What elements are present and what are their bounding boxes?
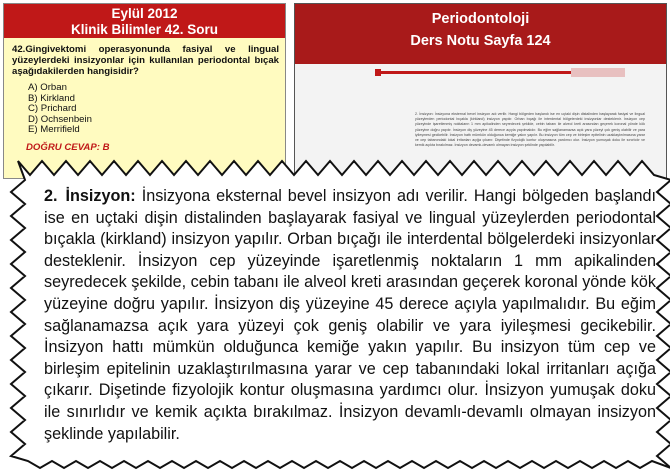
correct-answer: DOĞRU CEVAP: B	[26, 141, 110, 153]
option-b: B) Kirkland	[28, 92, 75, 104]
option-c: C) Prichard	[28, 103, 77, 114]
question-reference: Klinik Bilimler 42. Soru	[70, 22, 219, 37]
page-reference: Ders Notu Sayfa 124	[410, 33, 551, 49]
item-label: İnsizyon:	[65, 187, 136, 205]
option-d: D) Ochsenbein	[28, 113, 92, 125]
item-body: İnsizyona eksternal bevel insizyon adı verilir. Hangi bölgeden başlandı ise en uçtaki dişin distalinden başlayarak fasiyal ve lingual yüzeylerden periodontal bıçakla (kirkland) insizyon yapılır. Orban bıçağı ile interdental bölgelerdeki insizyonlar desteklenir. İnsizyon cep yüzeyinde işaretlenmiş noktaların 1 mm apikalinden seyredecek şekilde, cebin tabanı ile alveol kreti arasından geçerek koronal yönde kök yüzeyine doğru yapılır. İnsizyon diş yüzeyine 45 derece açıyla yapılmalıdır. Bu eğim sağlanamazsa açık yara yüzeyi çok geniş olabilir ve yara iyileşmesi gecikebilir. İnsizyon hattı mümkün olduğunca kemiğe yakın yapılır. Bu insizyon tüm cep ve birleşim epitelinin uzaklaştırılmasına yarar ve cep tabanındaki lokal irritanları açığa çıkarır. Dişetinde fizyolojik kontur oluşmasına yardımcı olur. İnsizyon yumuşak doku ile sınırlıdır ve kemik açıkta bırakılmaz. İnsizyon devamlı-devamlı olmayan insizyon şeklinde yapılabilir.	[44, 187, 656, 443]
note-page-thumbnail-text: 2. İnsizyon: İnsizyona eksternal bevel insizyon adı verilir. Hangi bölgeden başlandı ise en uçtaki dişin distalinden başlayarak fasiyal ve lingual yüzeylerden periodontal bıçakla (kirkland) insizyon yapılır. Orban bıçağı ile interdental bölgelerdeki insizyonlar desteklenir. İnsizyon cep yüzeyinde işaretlenmiş noktaların 1 mm apikalinden seyredecek şekilde, cebin tabanı ile alveol kreti arasından geçerek koronal yönde kök yüzeyine doğru yapılır. İnsizyon diş yüzeyine 45 derece açıyla yapılmalıdır. Bu eğim sağlanamazsa açık yara yüzeyi çok geniş olabilir ve yara iyileşmesi gecikebilir. İnsizyon hattı mümkün olduğunca kemiğe yakın yapılır. Bu insizyon tüm cep ve birleşim epitelinin uzaklaştırılmasına yarar ve cep tabanındaki lokal irritanları açığa çıkarır. Dişetinde fizyolojik kontur oluşmasına yardımcı olur. İnsizyon yumuşak doku ile sınırlıdır ve kemik açıkta bırakılmaz. İnsizyon devamlı-devamlı olmayan insizyon şeklinde yapılabilir.	[415, 112, 646, 148]
subject-title: Periodontoloji	[431, 11, 530, 27]
item-number: 2.	[44, 187, 58, 205]
exam-date: Eylül 2012	[111, 6, 178, 21]
option-e: E) Merrifield	[28, 124, 80, 135]
option-a: A) Orban	[28, 82, 67, 93]
question-text: 42.Gingivektomi operasyonunda fasiyal ve lingual yüzeylerdeki insizyonlar için kullanılan periodontal bıçak aşağıdakilerden hangisidir?	[12, 44, 279, 77]
zoomed-note-text	[44, 186, 656, 445]
